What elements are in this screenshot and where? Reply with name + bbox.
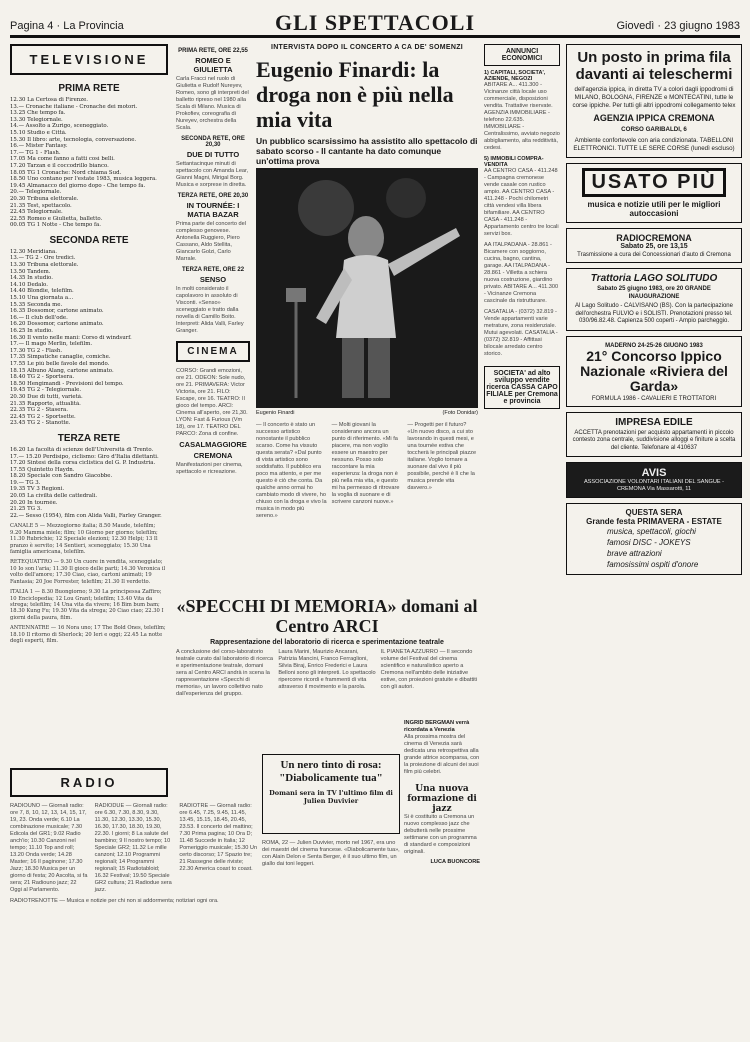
seconda-rete-item: 13.— TG 2 - Ore tredici. <box>10 255 76 262</box>
avis-text: ASSOCIAZIONE VOLONTARI ITALIANI DEL SANGUE - CREMONA Via Massarotti, 11 <box>583 479 725 492</box>
seconda-rete-item: 13.30 Tribuna elettorale. <box>10 262 79 269</box>
edile-ad <box>566 412 742 458</box>
prima-rete-label: PRIMA RETE, ORE 22,55 <box>178 48 248 54</box>
prima-rete-item: 17.— TG 1 - Flash. <box>10 149 61 156</box>
ippica-ad-address: CORSO GARIBALDI, 6 <box>621 126 687 133</box>
seconda-rete-list <box>10 249 168 427</box>
ingrid-column <box>404 720 480 1030</box>
ingrid-title: INGRID BERGMAN verrà ricordata a Venezia <box>404 720 470 733</box>
seconda-rete-item: 17.— Il mago Merlin, telefilm. <box>10 341 93 348</box>
senso-title: SENSO <box>199 275 227 284</box>
edile-title: IMPRESA EDILE <box>615 416 693 428</box>
terza-rete-item: 16.20 La facoltà di scienze dell'Università di Trento. <box>10 446 154 453</box>
trattoria-name: Trattoria LAGO SOLITUDO <box>590 273 718 284</box>
section-title: GLI SPETTACOLI <box>274 10 476 35</box>
festa-list <box>571 526 737 570</box>
ingrid-text: Alla prossima mostra del cinema di Venezia sarà dedicata una retrospettiva alla grande attrice scomparsa, con la proiezione di alcuni dei suoi film più celebri. <box>404 734 480 775</box>
seconda-rete-item: 15.35 Seconda me. <box>10 301 63 308</box>
article-kicker: INTERVISTA DOPO IL CONCERTO A CÀ DE' SOMENZI <box>270 44 464 51</box>
seconda-rete-item: 16.— Il club dell'ode. <box>10 314 68 321</box>
prima-rete-item: 15.30 Il libro: arte, tecnologia, conversazione. <box>10 136 137 143</box>
classifieds-text-4: CASATALIA - (0372) 32.819 - Vende appartamenti varie metrature, zona residenziale. Mutui agevolati. CASATALIA - (0372) 32.819 - Affittasi bilocale arredato centro storico. <box>484 309 558 357</box>
seconda-rete-item: 14.10 Dedalo. <box>10 281 48 288</box>
seconda-rete-item: 16.25 In studio. <box>10 328 53 334</box>
terza-rete-item: 18.20 Speciale con Sandro Giacobbe. <box>10 473 113 480</box>
seconda-rete-item: 17.55 Le più belle favole del mondo. <box>10 360 110 367</box>
seconda-rete-item: 23.45 TG 2 - Stanotte. <box>10 420 71 427</box>
masthead <box>10 8 740 38</box>
radio-heading: RADIO <box>10 768 168 797</box>
prima-rete-list <box>10 97 168 229</box>
festa-item: famosi DISC - JOKEYS <box>607 538 691 547</box>
nero-headline: Un nero tinto di rosa: "Diabolicamente tua" <box>279 759 383 784</box>
page-number: Pagina 4 · La Provincia <box>10 20 124 32</box>
prima-rete-item: 20.— Telegiornale. <box>10 189 62 196</box>
jazz-signature: LUCA BUONCORE <box>430 859 480 865</box>
trattoria-ad <box>566 268 742 331</box>
seconda-rete-item: 18.15 Albuno Alang, cartone animato. <box>10 367 114 374</box>
ippica-ad-extra: Ambiente confortevole con aria condizionata. TABELLONI ELETTRONICI. TUTTE LE SERE CORSE (lunedì escluso) <box>573 137 735 152</box>
cinema-heading: CINEMA <box>176 341 250 362</box>
festa-subtitle: Grande festa PRIMAVERA - ESTATE <box>586 517 722 526</box>
finardi-photo <box>256 168 478 408</box>
caption-credit: (Foto Donidar) <box>442 410 478 416</box>
senso-text: In molti considerato il capolavoro in assoluto di Visconti. «Senso» sceneggiato e tratto dalla novella di Camillo Boito. Interpreti: Alida Valli, Farley Granger. <box>176 286 244 334</box>
tv-column <box>10 44 168 814</box>
concorso-title: 21° Concorso Ippico Nazionale «Riviera del Garda» <box>580 347 728 394</box>
radiocremona-ad <box>566 228 742 263</box>
concorso-dates: MADERNO 24-25-26 GIUGNO 1983 <box>605 342 703 349</box>
ippica-ad-text: dell'agenzia ippica, in diretta TV a colori dagli ippodromi di MILANO, BOLOGNA, FIRENZE e MONTECATINI, tutte le corse ippiche. Per tutti gli altri ippodromi collegamento telex <box>572 86 736 109</box>
prima-rete-item: 00.05 TG 1 Notte - Che tempo fa. <box>10 222 101 229</box>
issue-date: Giovedì · 23 giugno 1983 <box>616 20 740 32</box>
photo-caption <box>256 410 478 416</box>
prima-rete-item: 20.30 Tribuna elettorale. <box>10 195 79 202</box>
classifieds-cat-2: 5) IMMOBILI COMPRA-VENDITA <box>484 156 544 168</box>
prima-rete-item: 15.10 Studio e Città. <box>10 129 67 136</box>
radio-section <box>10 768 258 1032</box>
edile-text: ACCETTA prenotazioni per acquisto appartamenti in piccolo contesto zona centrale, suddivisione alloggi e finiture a scelta del cliente. Telefonare al 410637 <box>572 429 736 451</box>
prima-rete-item: 17.20 Tarzan e il coccodrillo bianco. <box>10 162 109 169</box>
radiocremona-title: RADIOCREMONA <box>616 233 692 243</box>
terza-rete-list <box>10 447 168 520</box>
tournee-title: IN TOURNÉE: I MATIA BAZAR <box>186 201 240 219</box>
prima-rete-item: 12.30 La Certosa di Firenze. <box>10 97 88 103</box>
seconda-rete-item: 19.45 TG 2 - Telegiornale. <box>10 387 82 394</box>
specchi-subhead: Rappresentazione del laboratorio di ricerca e sperimentazione teatrale <box>210 639 444 646</box>
concorso-ad <box>566 336 742 407</box>
seconda-label: SECONDA RETE, ORE 20,30 <box>181 136 245 148</box>
prima-rete-item: 14.— Assolto a Zurigo, sceneggiato. <box>10 123 109 130</box>
terza-rete-item: 20.05 La civiltà delle cattedrali. <box>10 493 98 500</box>
prima-rete-item: 16.— Mister Fantasy. <box>10 143 68 150</box>
seconda-rete-item: 14.40 Blondie, telefilm. <box>10 288 74 295</box>
romeo-title: ROMEO E GIULIETTA <box>193 56 233 74</box>
prima-rete-item: 17.05 Ma come fanno a fatti così belli. <box>10 156 115 163</box>
prima-rete-item: 18.05 TG 1 Cronache: Nord chiama Sud. <box>10 169 122 176</box>
nero-article <box>262 754 400 834</box>
ippica-ad-title: Un posto in prima fila davanti ai teleschermi <box>575 49 733 83</box>
terza-rete-item: 17.20 Sintesi della corsa ciclistica del G. P. Industria. <box>10 460 156 467</box>
ippica-ad <box>566 44 742 158</box>
radionotte-listing: RADIOTRENOTTE — Musica e notizie per chi non si addormenta; notiziari ogni ora. <box>10 898 219 904</box>
usato-ad-title: USATO PIÙ <box>582 168 725 197</box>
trattoria-text: Al Lago Solitudo - CALVISANO (BS). Con la partecipazione dell'orchestra FULVIO e i SOLISTI. Prenotazioni presso tel. 030/96.82.48. Capienza 500 coperti - Ampio parcheggio. <box>575 303 733 324</box>
societa-box: SOCIETA' ad alto sviluppo vendite ricerca CASSA CAPO FILIALE per Cremona e provincia <box>484 366 560 409</box>
jazz-text: Si è costituito a Cremona un nuovo complesso jazz che debutterà nelle prossime settimane con un programma di standard e composizioni originali. <box>404 814 477 855</box>
seconda-rete-item: 16.20 Dossomor, cartone animato. <box>10 321 104 328</box>
festa-title: QUESTA SERA <box>625 508 683 517</box>
festa-item: famosissimi ospiti d'onore <box>607 560 699 569</box>
terza-label-2: TERZA RETE, ORE 22 <box>181 267 245 273</box>
specchi-headline: «SPECCHI DI MEMORIA» domani al Centro ARCI <box>176 596 478 636</box>
prima-rete-item: 18.50 Uno contano per l'estate 1983, musica leggera. <box>10 176 157 183</box>
seconda-rete-item: 12.30 Meridiana. <box>10 248 57 255</box>
seconda-rete-item: 22.35 TG 2 - Stasera. <box>10 407 68 414</box>
usato-ad <box>566 163 742 223</box>
ippica-ad-agency: AGENZIA IPPICA CREMONA <box>593 113 715 123</box>
article-body-3: — Progetti per il futuro? «Un nuovo disco, a cui sto lavorando in questi mesi, e una tournée estiva che toccherà le principali piazze italiane. Voglio tornare a suonare dal vivo il più possibile, perché è lì che la musica prende vita davvero.» <box>407 422 477 491</box>
article-deck: Un pubblico scarsissimo ha assistito allo spettacolo di sabato scorso - Il cantante ha dato comunque un'ottima prova <box>256 136 478 166</box>
canale5-listing: CANALE 5 — Mezzogiorno italia; 8.50 Maude, telefilm; 9.20 Mamma miele; film; 10 Giorno per giorno; telefilm; 11.30 Rubrichie; 12 Speciale elezioni; 12.30 Helpi; 13 Il pranzo è servito; 14 Sentieri, sceneggiato; 15.30 Una famiglia americana, telefilm. <box>10 523 158 556</box>
specchi-text-1: A conclusione del corso-laboratorio teatrale curato dal laboratorio di ricerca e sperimentazione teatrale, domani sera al Centro ARCI andrà in scena la rappresentazione «Specchi di memoria», un lavoro collettivo nato dall'esperienza del gruppo. <box>176 649 274 697</box>
seconda-rete-item: 17.35 Simpatiche canaglie, comiche. <box>10 354 111 361</box>
nero-text: ROMA, 22 — Julien Duvivier, morto nel 1967, era uno dei maestri del cinema francese. «Diabolicamente tua», con Alain Delon e Senta Berger, è il suo ultimo film, un giallo dai toni leggeri. <box>262 840 400 867</box>
specchi-article <box>176 596 478 716</box>
cremona-title: CREMONA <box>193 451 233 460</box>
radiodue-listing: RADIODUE — Giornali radio: ore 6.30, 7.30, 8.30, 9.30, 11.30, 12.30, 13.30, 15.30, 16.30, 17.30, 18.30, 19.30, 22.30. I giorni; 8 La salute del bambino; 9 Il nostro tempo; 10 Speciale GR2; 11.32 Le mille canzoni; 12.10 Programmi regionali; 14 Programmi regionali; 15 Radiotabloid; 16.32 Festival; 19.50 Speciale GR2 cultura; 21 Radiodue sera jazz. <box>94 803 172 893</box>
due-text: Settantacinque minuti di spettacolo con Amanda Lear, Gianni Magni, Mirigal Borg. Musica e sorprese in diretta. <box>176 161 249 188</box>
seconda-rete-heading: SECONDA RETE <box>49 234 129 246</box>
prima-rete-item: 13.25 Che tempo fa. <box>10 110 66 117</box>
prima-rete-item: 19.45 Almanacco del giorno dopo - Che tempo fa. <box>10 182 146 189</box>
radiotre-listing: RADIOTRE — Giornali radio: ore 6.45, 7.25, 9.45, 11.45, 13.45, 15.15, 18.45, 20.45, 23.53. Il concerto del mattino; 7.30 Prima pagina; 10 Ora D; 11.48 Succede in Italia; 12 Pomeriggio musicale; 15.30 Un certo discorso; 17 Spazio tre; 21 Rassegne delle riviste; 22.30 America coast to coast. <box>179 803 258 872</box>
prima-rete-item: 13.— Cronache italiane - Cronache dei motori. <box>10 103 138 110</box>
retequattro-listing: RETEQUATTRO — 9.30 Un cuore in vendita, sceneggiato; 10 Io son l'aria; 11.30 Il gioco delle parti; 14.30 Veronica il volto dell'amore; 17.30 Ciao, ciao, cartoni animati; 19 Fantasia; 20 Joe Forrester, telefilm; 21.30 Il verdetto. <box>10 559 166 585</box>
italia1-listing: ITALIA 1 — 8.30 Buongiorno; 9.30 La principessa Zaffiro; 10 Enciclopedia; 12 Lou Grant; telefilm; 13.40 Vita da strega; telefilm; 14 Una vita da vivere; 16 Bim bum bam; 18.30 Kung Fu; 19.30 Vita da strega; 20 Ciao ciao; 22.30 I giorni della paura, film. <box>10 589 164 621</box>
avis-ad <box>566 462 742 498</box>
terza-rete-item: 19.35 TV 3 Regioni. <box>10 486 65 493</box>
article-body-1: — Il concerto è stato un successo artistico nonostante il pubblico scarso. Come ha vissuto questa serata? «Dal punto di vista artistico sono soddisfatto. Il pubblico era poco ma attento, e per me questo è ciò che conta. Da qualche anno ormai ho cambiato modo di vivere, ho chiuso con la droga e vivo la musica in modo più sereno.» <box>256 422 327 519</box>
terza-label: TERZA RETE, ORE 20,30 <box>177 193 249 199</box>
casalmaggiore-title: CASALMAGGIORE <box>179 440 247 449</box>
terza-rete-item: 17.55 Quintetto Haydn. <box>10 466 75 473</box>
prima-rete-item: 13.30 Telegiornale. <box>10 116 63 123</box>
festa-ad <box>566 503 742 575</box>
avis-title: AVIS <box>641 467 667 479</box>
specchi-text-2: Laura Marini, Maurizio Ancarani, Patrizia Mancini, Franco Ferraglioni, Silvia Biraj, Enrico Frederici e Laura Belloni sono gli interpreti. Lo spettacolo ripercorre ricordi e frammenti di vita attraverso il movimento e la parola. <box>278 649 376 690</box>
classifieds-cat-1: 1) CAPITALI, SOCIETA', AZIENDE, NEGOZI <box>484 70 546 82</box>
concorso-sub: FORMULA 1986 - CAVALIERI E TROTTATORI <box>591 395 717 402</box>
festa-item: brave attrazioni <box>607 549 662 558</box>
article-body <box>256 422 478 520</box>
article-photo-area <box>256 168 478 588</box>
prima-rete-item: 22.55 Romeo e Giulietta, balletto. <box>10 215 103 222</box>
antennatre-listing: ANTENNATRE — 16 Nora uno; 17 The Bold Ones, telefilm; 18.10 Il ritorno di Sherlock; 20 Ieri e oggi; 22.45 La notte degli esperti, film. <box>10 625 166 644</box>
cinema-text: CORSO: Grandi emozioni, ore 21. ODEON: Sole nudo, ore 21. PRIMAVERA: Victor Victoria, ore 21. FILO: Escape, ore 16. TEATRO: Il gioco del tempo. ARCI: Cinema all'aperto, ore 21,30. LYON: Fast & Furious (Vm 18), ore 17. TEATRO DEL PARCO: Zona di confine. <box>176 368 248 437</box>
due-title: DUE DI TUTTO <box>186 150 240 159</box>
terza-rete-item: 19.— TG 3. <box>10 479 41 486</box>
jazz-headline: Una nuova formazione di jazz <box>407 784 477 814</box>
tournee-text: Prima parte del concerto del complesso genovese. Antonella Ruggiero, Piero Cassano, Aldo Stellita, Giancarlo Golzi, Carlo Marrale. <box>176 221 246 262</box>
seconda-rete-item: 18.40 TG 2 - Sportsera. <box>10 374 75 381</box>
prima-rete-item: 22.45 Telegiornale. <box>10 209 63 216</box>
terza-rete-item: 20.20 In tournée. <box>10 499 58 506</box>
seconda-rete-item: 20.30 Due di tutti, varietà. <box>10 393 83 400</box>
seconda-rete-item: 17.30 TG 2 - Flash. <box>10 347 63 354</box>
terza-rete-item: 22.— Sesso (1954), film con Alida Valli, Farley Granger. <box>10 512 162 519</box>
classifieds-heading: ANNUNCI ECONOMICI <box>484 44 560 66</box>
prima-rete-heading: PRIMA RETE <box>58 83 120 94</box>
ads-column <box>566 44 742 1034</box>
tv-heading: TELEVISIONE <box>10 44 168 75</box>
seconda-rete-item: 14.35 In studio. <box>10 275 53 282</box>
seconda-rete-item: 15.10 Una giornata a... <box>10 295 74 302</box>
terza-rete-item: 17.— 15.20 Perdisipo, ciclismo: Giro d'Italia dilettanti. <box>10 453 159 460</box>
specchi-text-3: IL PIANETA AZZURRO — Il secondo volume del Festival del cinema scientifico e naturalistico aperto a Cremona nell'ambito delle iniziative estive, con proiezioni gratuite e dibattiti con gli autori. <box>380 649 478 690</box>
nero-subhead: Domani sera in TV l'ultimo film di Julien Duvivier <box>269 789 393 805</box>
caption-name: Eugenio Finardi <box>256 410 295 416</box>
seconda-rete-item: 18.50 Hengimandi - Previsioni del tempo. <box>10 380 124 387</box>
seconda-rete-item: 21.35 Rapporto, attualità. <box>10 400 81 407</box>
seconda-rete-item: 13.50 Tandem. <box>10 268 51 275</box>
radiocremona-date: Sabato 25, ore 13,15 <box>620 243 688 250</box>
terza-rete-heading: TERZA RETE <box>57 432 121 444</box>
seconda-rete-item: 16.30 Il vento nelle mani: Corso di windsurf. <box>10 334 132 341</box>
cremona-text: Manifestazioni per cinema, spettacolo e ricreazione. <box>176 462 243 475</box>
classifieds-column <box>484 44 560 1034</box>
festa-item: musica, spettacoli, giochi <box>607 527 696 536</box>
trattoria-event: Sabato 25 giugno 1983, ore 20 GRANDE INAUGURAZIONE <box>597 286 711 300</box>
prima-rete-item: 21.35 Test, spettacolo. <box>10 202 72 209</box>
radiocremona-text: Trasmissione a cura dei Concessionari d'auto di Cremona <box>577 252 731 258</box>
classifieds-text-2: AA CENTRO CASA - 411.248 - Campagna cremonese vende casale con rustico ampio. AA CENTRO CASA - 411.248 - Pochi chilometri città vendesi villa libera bifamiliare. AA CENTRO CASA - 411.248 - Appartamento centro tre locali servizi box. <box>484 168 559 237</box>
usato-ad-text: musica e notizie utili per le migliori autoccasioni <box>587 200 721 218</box>
terza-rete-item: 21.25 TG 3. <box>10 506 42 513</box>
radiouno-listing: RADIOUNO — Giornali radio: ore 7, 8, 10, 12, 13, 14, 15, 17, 19, 23. Onda verde; 6.10 La combinazione musicale; 7.30 Edicola del GR1; 9.02 Radio anch'io; 10.30 Canzoni nel tempo; 11.10 Top and roll; 13.20 Onda verde; 14.28 Master; 16 Il paginone; 17.30 Jazz; 18.30 Musica per un giorno di festa; 20 Ascolta, si fa sera; 21 Radiouno jazz; 22 Oggi al Parlamento. <box>10 803 88 893</box>
seconda-rete-item: 22.45 TG 2 - Sportsette. <box>10 413 76 420</box>
article-headline: Eugenio Finardi: la droga non è più nella mia vita <box>256 57 454 132</box>
classifieds-text-3: AA ITALPADANA - 28.861 - Bicamere con soggiorno, cucina, bagno, cantina, garage. AA ITALPADANA - 28.861 - Villetta a schiera nuova costruzione, giardino privato. ABITARE A... 411.300 - Vicinanze Cremona cascinale da ristrutturare. <box>484 242 559 304</box>
romeo-text: Carla Fracci nel ruolo di Giulietta e Rudolf Nureyev, Romeo, sono gli interpreti del balletto ripreso nel 1980 alla Scala di Milano. Musica di Prokofiev, coreografia di Nureyev, orchestra della Scala. <box>176 76 249 131</box>
seconda-rete-item: 16.35 Dossomor, cartone animato. <box>10 308 104 315</box>
classifieds-text-1: ABITARE A... 411.300 - Vicinanze città locale uso commerciale, disposizioni vendita. Trattative riservate. AGENZIA IMMOBILIARE - telefono 22.635. IMMOBILIARE - Centralissimo, avviato negozio abbigliamento, alta redditività, cedesi. <box>484 82 560 151</box>
article-body-2: — Molti giovani la considerano ancora un punto di riferimento. «Mi fa piacere, ma non voglio essere un maestro per nessuno. Posso solo raccontare la mia esperienza: la droga non è più nella mia vita, e questo mi ha permesso di ritrovare la voglia di suonare e di scrivere canzoni nuove.» <box>331 422 400 505</box>
